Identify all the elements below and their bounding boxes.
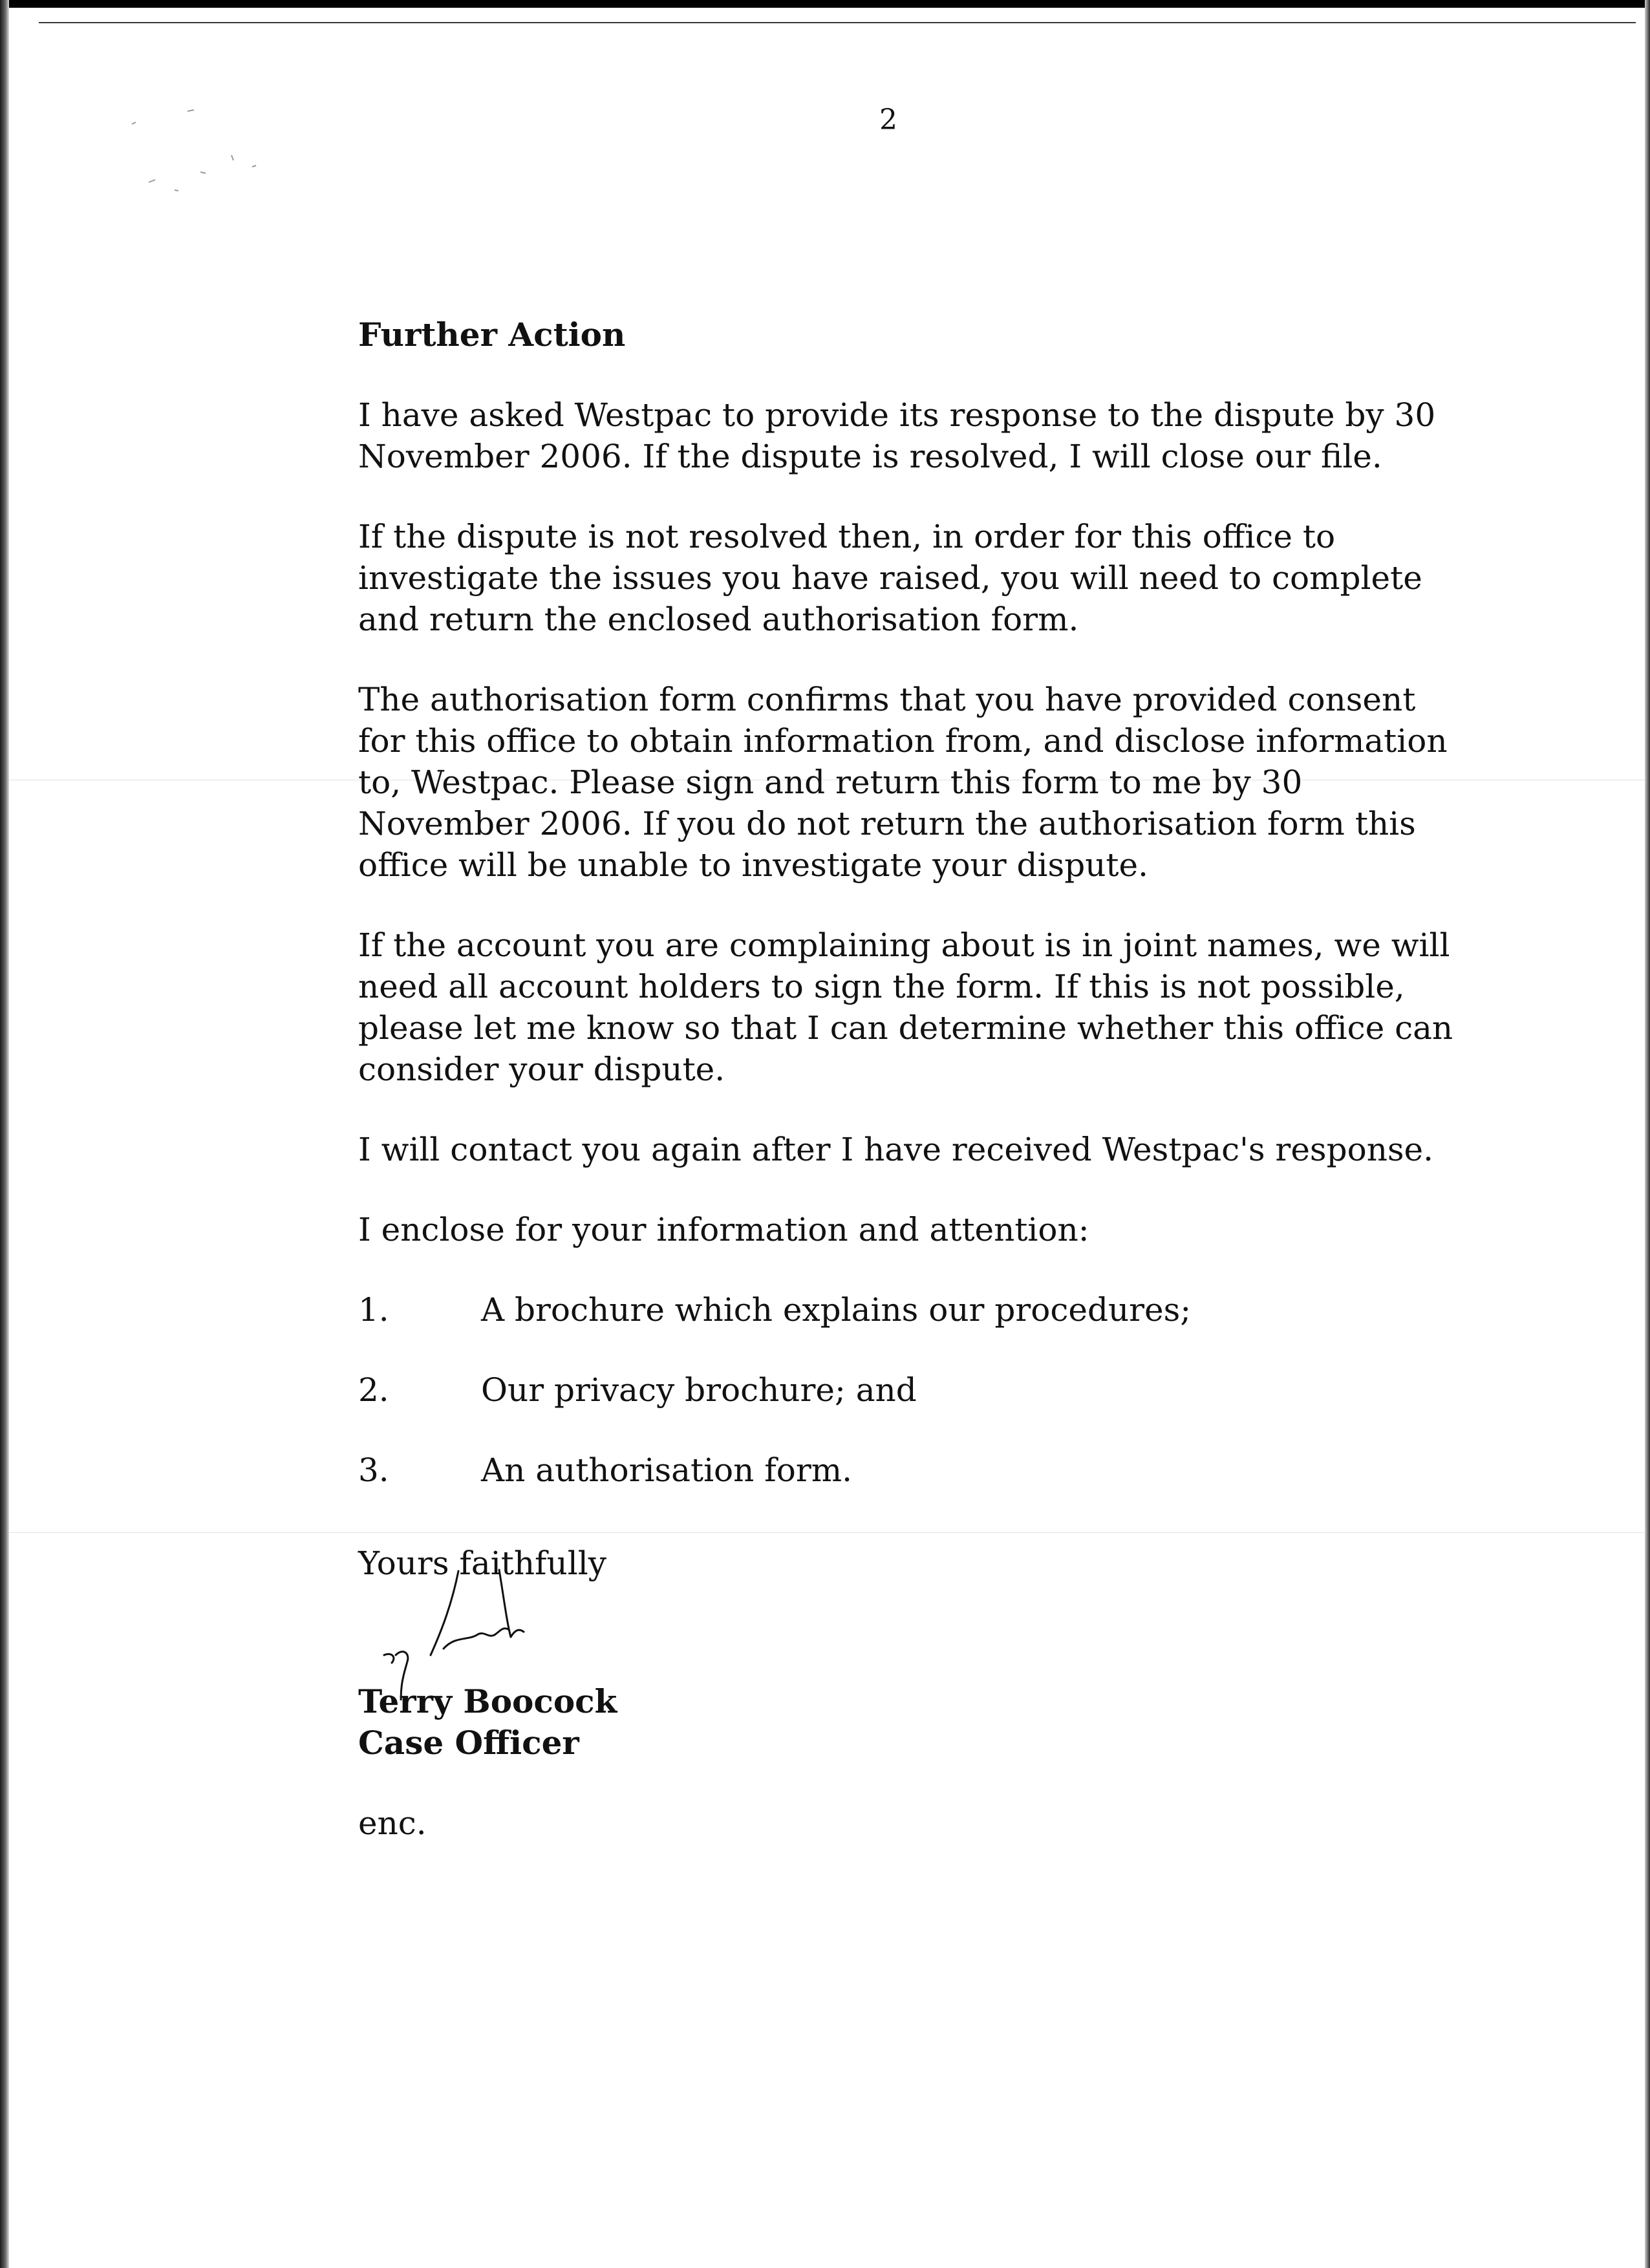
list-item-text: An authorisation form. <box>481 1451 853 1489</box>
scan-top-rule <box>39 22 1636 23</box>
page-number: 2 <box>879 103 897 136</box>
scan-top-edge <box>0 0 1650 8</box>
scan-left-edge <box>0 0 9 2268</box>
scan-specks <box>123 97 291 207</box>
signatory-name: Terry Boocock <box>358 1682 617 1720</box>
paragraph: I have asked Westpac to provide its response to the dispute by 30 November 2006. If the dispute is resolved, I will close our file. <box>358 396 1436 475</box>
list-item <box>358 1369 1457 1411</box>
paragraph: I will contact you again after I have received Westpac's response. <box>358 1131 1434 1168</box>
enclosure-note: enc. <box>358 1804 427 1842</box>
valediction: Yours faithfully <box>358 1545 606 1582</box>
signature-scribble <box>345 1558 617 1700</box>
signature <box>358 1578 617 1681</box>
list-item-text: Our privacy brochure; and <box>481 1371 917 1409</box>
paragraph: The authorisation form confirms that you have provided consent for this office to obtain information from, and disclose information to, Westpac. Please sign and return this form to me by 30 November 2006. If you do not return the authorisation form this office will be unable to investigate your dispute. <box>358 681 1448 884</box>
signatory-title: Case Officer <box>358 1724 579 1762</box>
paragraph: If the account you are complaining about is in joint names, we will need all account holders to sign the form. If this is not possible, please let me know so that I can determine whether this office can consider your dispute. <box>358 926 1453 1088</box>
list-item-text: A brochure which explains our procedures; <box>481 1291 1192 1329</box>
letter-body <box>358 314 1457 1876</box>
list-item <box>358 1450 1457 1491</box>
paragraph: If the dispute is not resolved then, in order for this office to investigate the issues you have raised, you will need to complete and return the enclosed authorisation form. <box>358 518 1422 638</box>
scan-right-edge <box>1645 0 1650 2268</box>
list-item <box>358 1289 1457 1331</box>
paragraph: I enclose for your information and attention: <box>358 1211 1089 1248</box>
enclosure-list <box>358 1289 1457 1491</box>
list-item-number: 1. <box>358 1291 389 1329</box>
list-item-number: 2. <box>358 1371 389 1409</box>
section-heading: Further Action <box>358 316 626 354</box>
list-item-number: 3. <box>358 1451 389 1489</box>
